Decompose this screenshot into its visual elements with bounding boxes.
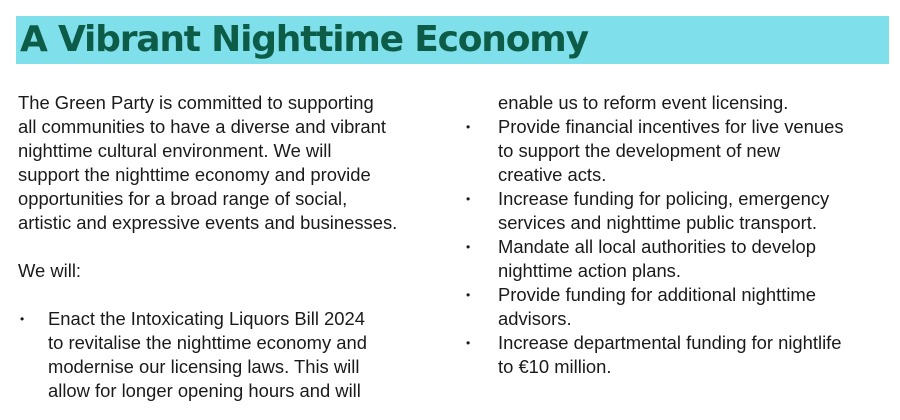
list-item-line: Provide financial incentives for live venues [498,116,844,137]
bullet-icon: • [466,240,471,254]
list-item-line: services and nighttime public transport. [498,212,817,233]
list-item-continuation [464,91,894,115]
intro-paragraph [18,91,458,235]
list-item-line: Enact the Intoxicating Liquors Bill 2024 [48,308,365,329]
intro-line: all communities to have a diverse and vibrant [18,116,387,137]
page-title: A Vibrant Nighttime Economy [20,19,588,60]
we-will-label: We will: [18,260,82,281]
list-item-line: Increase funding for policing, emergency [498,188,830,209]
bullet-icon: • [466,336,471,350]
list-item-line: Increase departmental funding for nightlife [498,332,842,353]
list-item-line: creative acts. [498,164,607,185]
bullet-icon: • [466,120,471,134]
intro-line: artistic and expressive events and businesses. [18,212,398,233]
intro-line: support the nighttime economy and provide [18,164,371,185]
list-item-line: to revitalise the nighttime economy and [48,332,367,353]
intro-line: nighttime cultural environment. We will [18,140,332,161]
list-item-line: to support the development of new [498,140,781,161]
list-item-line: Mandate all local authorities to develop [498,236,816,257]
right-bullet-list [464,91,894,379]
list-item-line: to €10 million. [498,356,612,377]
intro-line: The Green Party is committed to supporting [18,92,374,113]
list-item [464,115,894,187]
list-item-line: allow for longer opening hours and will [48,380,361,401]
list-item [464,331,894,379]
bullet-icon: • [466,192,471,206]
list-item-line: modernise our licensing laws. This will [48,356,360,377]
right-column [464,91,894,379]
bullet-icon: • [20,312,25,326]
list-item [464,283,894,331]
intro-line: opportunities for a broad range of social, [18,188,348,209]
bullet-icon: • [466,288,471,302]
list-item [18,307,458,403]
list-item [464,187,894,235]
list-item-line: Provide funding for additional nighttime [498,284,816,305]
list-item-line: advisors. [498,308,572,329]
left-column [18,91,458,403]
left-bullet-list [18,307,458,403]
list-item-line: enable us to reform event licensing. [498,92,789,113]
list-item [464,235,894,283]
list-item-line: nighttime action plans. [498,260,681,281]
